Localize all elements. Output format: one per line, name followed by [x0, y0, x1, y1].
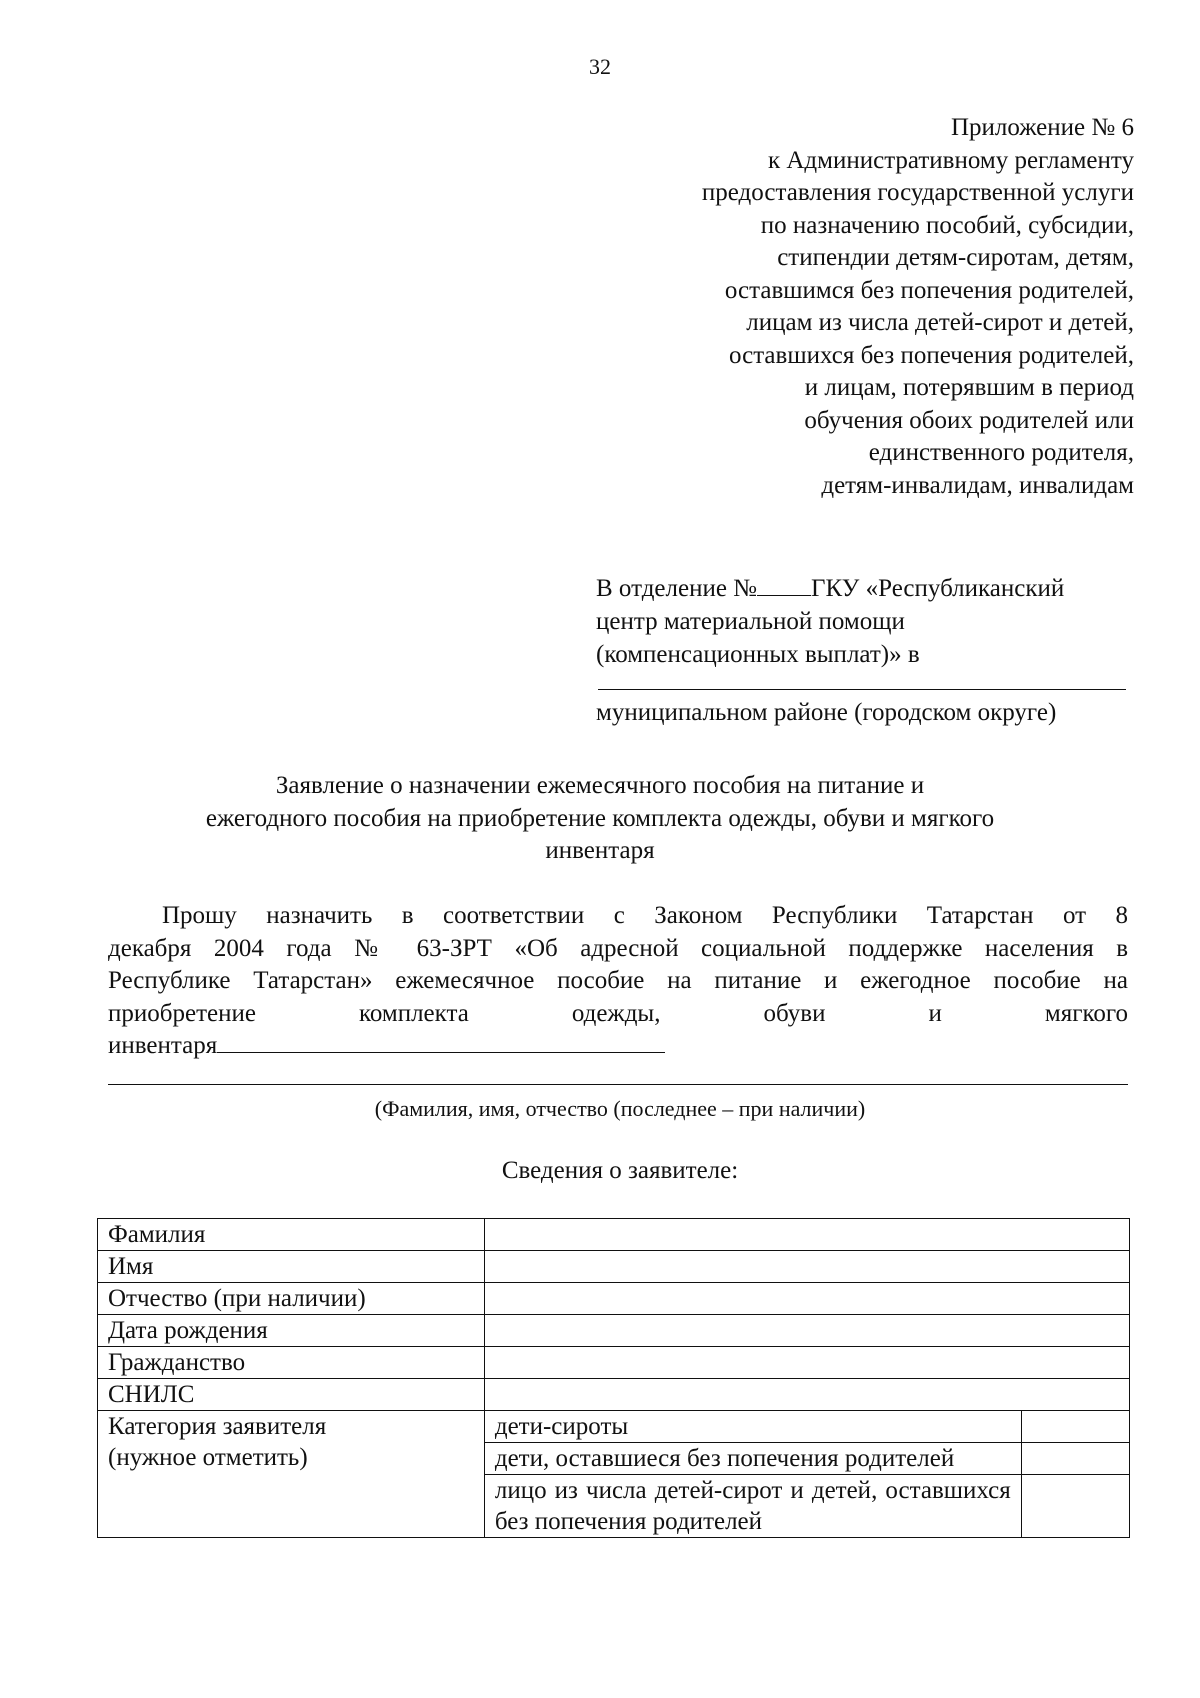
title-line: ежегодного пособия на приобретение комплекта одежды, обуви и мягкого	[205, 804, 995, 832]
category-checkbox[interactable]	[1021, 1411, 1129, 1443]
appendix-line: оставшихся без попечения родителей,	[728, 341, 1134, 369]
patronymic-field[interactable]	[484, 1283, 1129, 1315]
body-line: Прошу назначить в соответствии с Законом Республики Татарстан от 8	[162, 902, 1128, 929]
category-checkbox[interactable]	[1021, 1475, 1129, 1538]
appendix-line: единственного родителя,	[868, 439, 1134, 466]
row-label-category	[98, 1411, 485, 1538]
appendix-header	[702, 112, 1134, 502]
row-label-birthdate: Дата рождения	[98, 1315, 485, 1347]
table-row	[98, 1219, 1130, 1251]
addressee-block	[596, 572, 1128, 729]
addressee-line-2: центр материальной помощи	[596, 608, 905, 635]
section-title: Сведения о заявителе:	[501, 1157, 739, 1184]
category-label-line: Категория заявителя	[108, 1413, 327, 1440]
appendix-line: оставшимся без попечения родителей,	[724, 276, 1134, 304]
addressee-line-4: муниципальном районе (городском округе)	[596, 699, 1057, 726]
table-row	[98, 1347, 1130, 1379]
addressee-line-1	[596, 572, 1128, 605]
table-row	[98, 1315, 1130, 1347]
category-option: дети-сироты	[484, 1411, 1021, 1443]
category-option: лицо из числа детей-сирот и детей, оставшихся без попечения родителей	[484, 1475, 1021, 1538]
category-option: дети, оставшиеся без попечения родителей	[484, 1443, 1021, 1475]
page-number: 32	[589, 54, 611, 79]
appendix-line: стипендии детям-сиротам, детям,	[777, 244, 1134, 271]
appendix-line: к Административному регламенту	[767, 146, 1134, 174]
body-line: приобретение комплекта одежды, обуви и мягкого	[108, 999, 1128, 1027]
body-last-word: инвентаря	[108, 1032, 218, 1059]
name-field[interactable]	[484, 1251, 1129, 1283]
addressee-line-3: (компенсационных выплат)» в	[596, 641, 920, 668]
applicant-info-table	[97, 1218, 1130, 1538]
table-row	[98, 1283, 1130, 1315]
body-line: декабря 2004 года № 63-ЗРТ «Об адресной социальной поддержке населения в	[108, 934, 1128, 962]
fio-blank-line[interactable]	[108, 1084, 1128, 1085]
category-label-line: (нужное отметить)	[108, 1444, 308, 1471]
table-row	[98, 1411, 1130, 1443]
appendix-line: детям-инвалидам, инвалидам	[821, 471, 1134, 499]
fio-caption: (Фамилия, имя, отчество (последнее – при наличии)	[374, 1096, 866, 1121]
title-line: инвентаря	[545, 837, 655, 864]
appendix-line: лицам из числа детей-сирот и детей,	[746, 309, 1134, 336]
row-label-snils: СНИЛС	[98, 1379, 485, 1411]
surname-field[interactable]	[484, 1219, 1129, 1251]
appendix-line: обучения обоих родителей или	[804, 406, 1134, 434]
table-row	[98, 1251, 1130, 1283]
appendix-line: по назначению пособий, субсидии,	[760, 211, 1134, 239]
row-label-citizenship: Гражданство	[98, 1347, 485, 1379]
department-prefix: В отделение №	[596, 575, 758, 602]
municipality-blank[interactable]	[598, 679, 1126, 690]
appendix-line: предоставления государственной услуги	[701, 179, 1134, 206]
table-row	[98, 1379, 1130, 1411]
body-line: Республике Татарстан» ежемесячное пособие на питание и ежегодное пособие на	[108, 967, 1128, 994]
department-number-blank[interactable]	[757, 573, 811, 596]
applicant-name-blank[interactable]	[217, 1030, 665, 1053]
title-line: Заявление о назначении ежемесячного пособия на питание и	[275, 772, 925, 799]
department-suffix: ГКУ «Республиканский	[811, 575, 1065, 602]
row-label-patronymic: Отчество (при наличии)	[98, 1283, 485, 1315]
snils-field[interactable]	[484, 1379, 1129, 1411]
request-paragraph	[108, 900, 1128, 1063]
row-label-name: Имя	[98, 1251, 485, 1283]
appendix-line: и лицам, потерявшим в период	[804, 374, 1134, 401]
birthdate-field[interactable]	[484, 1315, 1129, 1347]
category-checkbox[interactable]	[1021, 1443, 1129, 1475]
appendix-line: Приложение № 6	[950, 114, 1134, 141]
citizenship-field[interactable]	[484, 1347, 1129, 1379]
row-label-surname: Фамилия	[98, 1219, 485, 1251]
body-last-line	[108, 1030, 1128, 1063]
document-title	[130, 770, 1070, 868]
